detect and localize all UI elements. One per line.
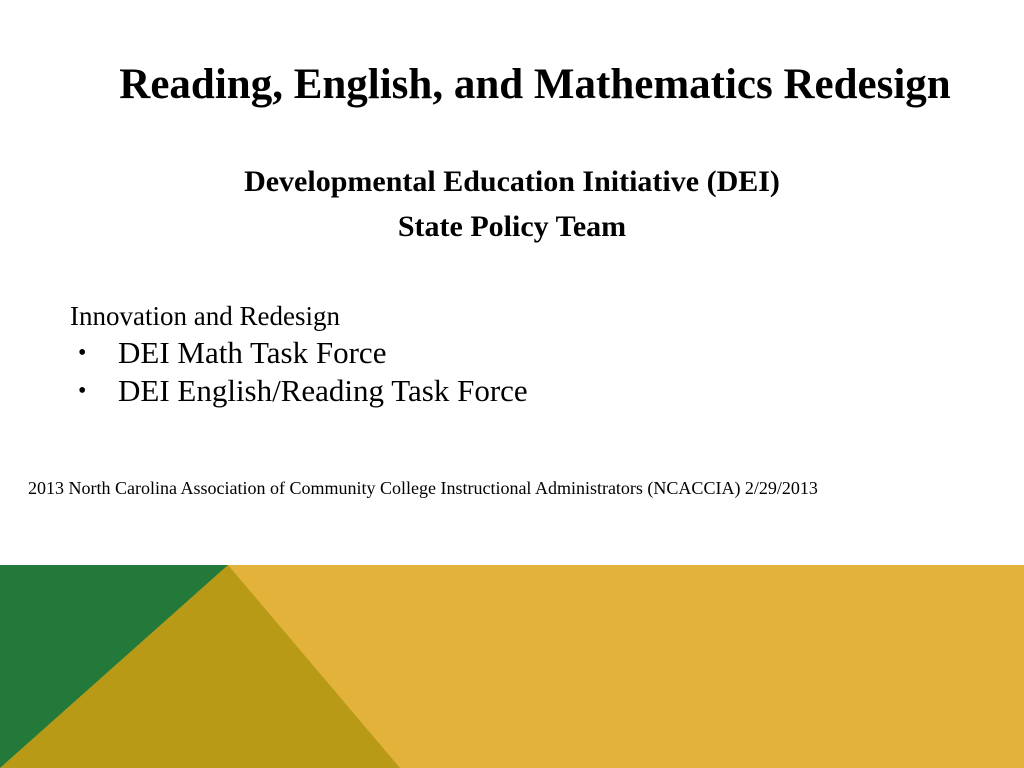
- bullet-icon: •: [78, 378, 87, 404]
- bullet-item-math: [78, 334, 528, 372]
- bullet-item-english-reading: [78, 372, 528, 410]
- bullet-icon: •: [78, 340, 87, 366]
- subtitle-team: State Policy Team: [397, 210, 627, 243]
- bullet-text: DEI English/Reading Task Force: [118, 373, 528, 408]
- subtitle-initiative: Developmental Education Initiative (DEI): [244, 165, 780, 198]
- bullet-text: DEI Math Task Force: [118, 335, 387, 370]
- bullet-list: [78, 334, 528, 410]
- footer-citation: 2013 North Carolina Association of Community College Instructional Administrators (NCACCIA) 2/29/2013: [28, 478, 818, 498]
- slide-title: Reading, English, and Mathematics Redesign: [119, 61, 951, 108]
- decorative-color-band: [0, 565, 1024, 768]
- section-heading: Innovation and Redesign: [70, 301, 340, 331]
